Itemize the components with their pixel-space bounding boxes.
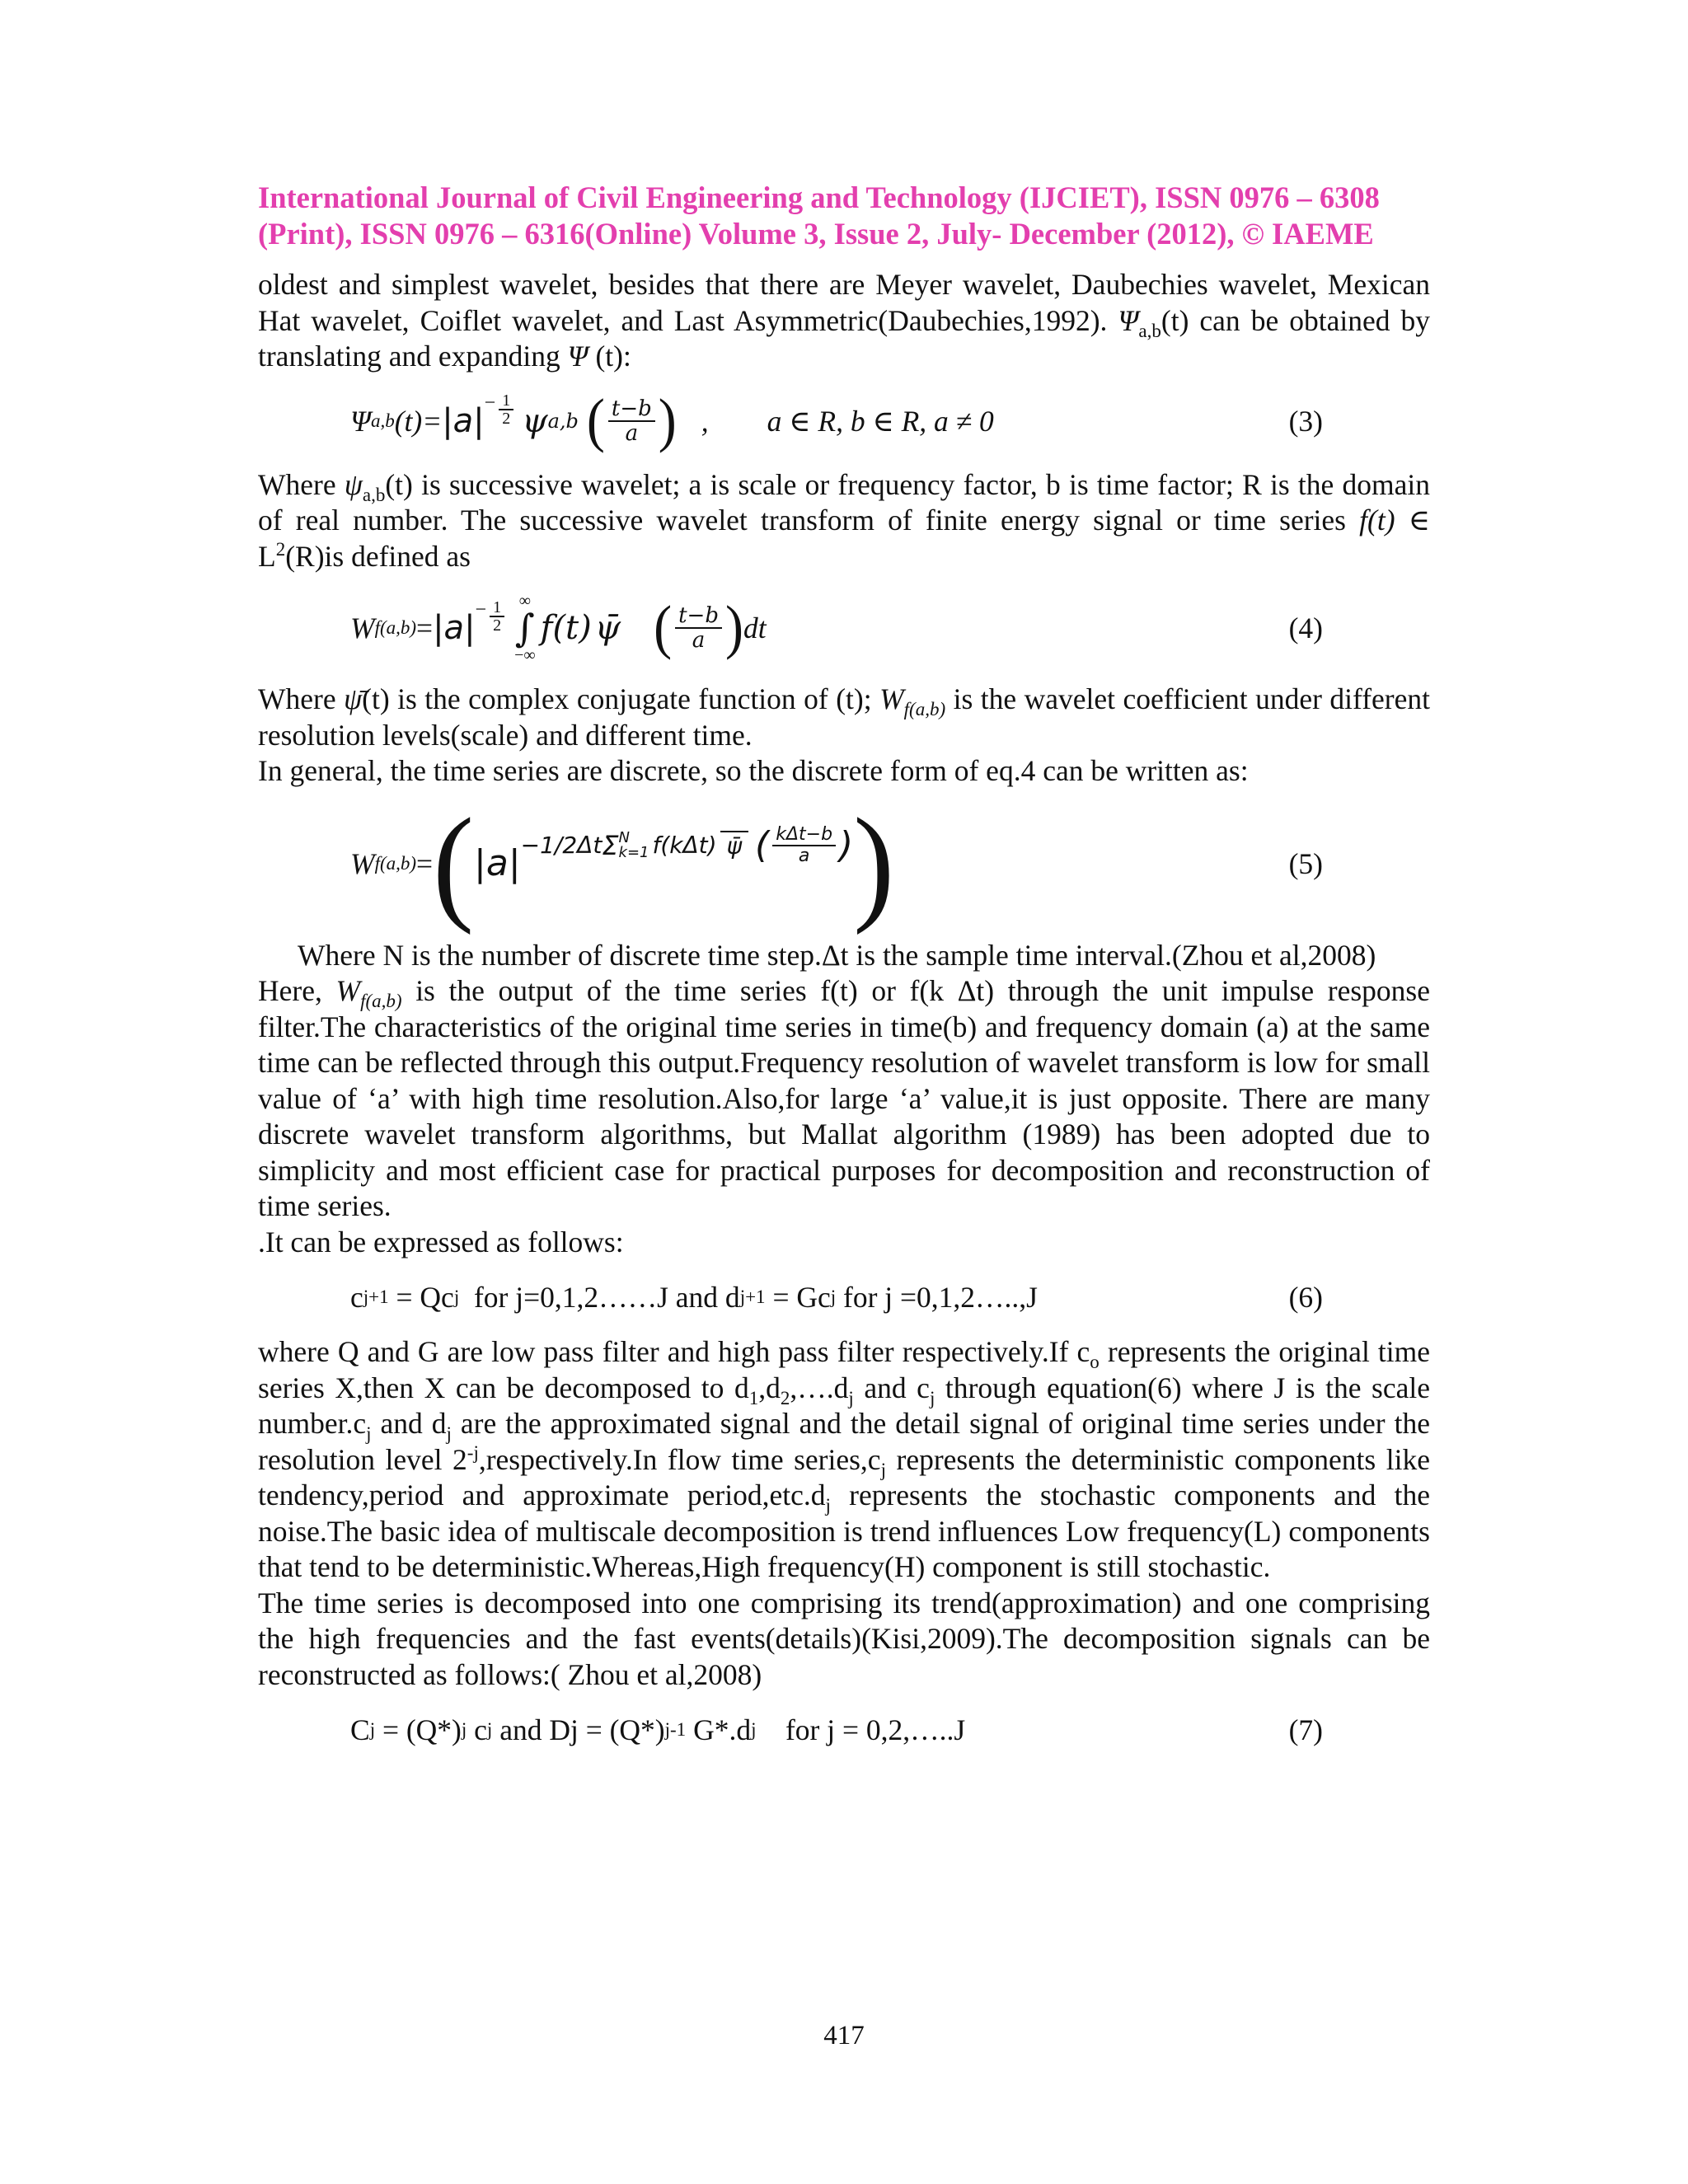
header-line-1: International Journal of Civil Engineering and Technology (IJCIET), ISSN 0976 – 6308 bbox=[258, 180, 1380, 214]
paragraph-2: Where $\psi_{a,b}(t)$ is successive wavelet; a is scale or frequency factor, b is time factor; R is the domain of real number. The successive wavelet transform of finite energy signal or time series f(t) ∈ $L^2(R)is$ defined as bbox=[258, 467, 1431, 573]
paragraph-4: In general, the time series are discrete, so the discrete form of eq.4 can be written as: bbox=[258, 754, 1249, 787]
equation-3: Ψ a,b (t)= |a| − $\frac{1}{2}$ ψ a,b ( $\frac{t-b}{a}$ ) , a ∈ R, b ∈ R, a ≠ 0 (3) bbox=[350, 387, 1323, 454]
page-content bbox=[258, 180, 1430, 1767]
paragraph-8: where Q and G are low pass filter and high pass filter respectively.If $c_o$ represents the original time series X,then X can be decomposed to $d_1,d_2,\dots.d_j$ and $c_j$ through equation(6) where J is the scale $number.c_j$ and $d_j$ are the approximated signal and the detail signal of original time series under the resolution level $2^{-j},respectively.In$ flow time $series,c_j$ represents the deterministic components like tendency,period and approximate $period,etc.d_j$ represents the stochastic components and the noise.The basic idea of multiscale decomposition is trend influences Low frequency(L) components that tend to be deterministic.Whereas,High frequency(H) component is still stochastic. bbox=[258, 1335, 1431, 1583]
paragraph-6: Here, $W_{f(a,b)}$ is the output of the time series f(t) or f(k Δt) through the unit impulse response filter.The characteristics of the original time series in time(b) and frequency domain (a) at the same time can be reflected through this output.Frequency resolution of wavelet transform is low for small value of ‘a’ with high time resolution.Also,for large ‘a’ value,it is just opposite. There are many discrete wavelet transform algorithms, but Mallat algorithm (1989) has been adopted due to simplicity and most efficient case for practical purposes for decomposition and reconstruction of time series. bbox=[258, 974, 1430, 1222]
journal-header bbox=[258, 180, 1430, 252]
equation-6: c j+1 = Qc j for j=0,1,2……J and d j+1 = Gc j for j =0,1,2…..,J (6) bbox=[350, 1281, 1323, 1314]
page-number: 417 bbox=[823, 2021, 865, 2050]
header-line-2: (Print), ISSN 0976 – 6316(Online) Volume 3, Issue 2, July- December (2012), © IAEME bbox=[258, 217, 1374, 251]
paragraph-9: The time series is decomposed into one comprising its trend(approximation) and one comprising the high frequencies and the fast events(details)(Kisi,2009).The decomposition signals can be reconstructed as follows:( Zhou et al,2008) bbox=[258, 1586, 1430, 1691]
equation-4: W f(a,b) = |a| − $\frac{1}{2}$ ∞ ∫ −∞ f(t) ψ̄ ( $\frac{t-b}{a}$ ) dt (4) bbox=[350, 592, 1323, 664]
paragraph-5: Where N is the number of discrete time step.Δt is the sample time interval.(Zhou et al,2008) bbox=[298, 938, 1376, 972]
equation-7: C j = (Q*) j c j and Dj = (Q*) j-1 G*.d j for j = 0,2,…..J (7) bbox=[350, 1713, 1323, 1746]
equation-5: W f(a,b) = ( |a| −1/2Δt Σ N k=1 f(kΔt) ψ̄ ( $\frac{\text{kΔt−b}}{a}$ ) ) (5) bbox=[350, 791, 1323, 935]
paragraph-1: oldest and simplest wavelet, besides that there are Meyer wavelet, Daubechies wavelet, Mexican Hat wavelet, Coiflet wavelet, and Last Asymmetric(Daubechies,1992). $\Psi_{a,b}(t)$ can be obtained by translating and expanding Ψ (t): bbox=[258, 268, 1431, 373]
paragraph-3: Where ψ̄(t) is the complex conjugate function of (t); $W_{f(a,b)}$ is the wavelet coefficient under different resolution levels(scale) and different time. bbox=[258, 682, 1430, 752]
paragraph-7: .It can be expressed as follows: bbox=[258, 1225, 624, 1258]
